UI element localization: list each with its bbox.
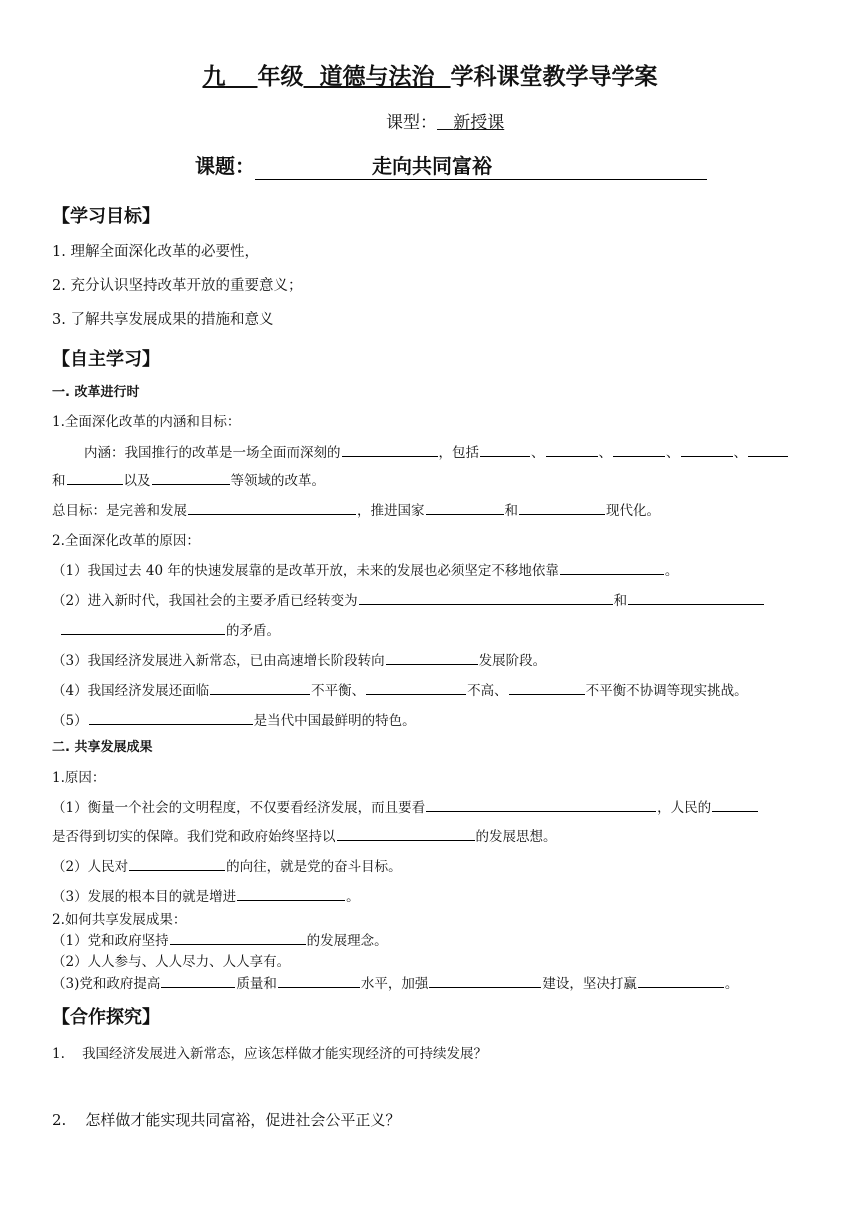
fill-blank <box>61 622 225 635</box>
fill-blank <box>237 888 345 901</box>
coop-question-1: 1. 我国经济发展进入新常态，应该怎样做才能实现经济的可持续发展？ <box>52 1046 488 1062</box>
reason-3: （3）我国经济发展进入新常态，已由高速增长阶段转向 发展阶段。 <box>52 653 547 669</box>
cause-1-cont: 是否得到切实的保障。我们党和政府始终坚持以 的发展思想。 <box>52 829 557 845</box>
part2-q1: 1.原因： <box>52 770 106 786</box>
cause-1: （1）衡量一个社会的文明程度，不仅要看经济发展，而且要看 ，人民的 <box>52 796 759 816</box>
coop-question-2: 2. 怎样做才能实现共同富裕，促进社会公平正义？ <box>52 1111 401 1129</box>
fill-blank <box>613 444 665 457</box>
neihan-line: 内涵：我国推行的改革是一场全面而深刻的 ，包括 、 、 、 、 <box>84 441 789 461</box>
fill-blank <box>429 975 541 988</box>
grade-suffix: 年级 <box>257 64 304 90</box>
fill-blank <box>366 682 466 695</box>
fill-blank <box>509 682 585 695</box>
fill-blank <box>638 975 724 988</box>
fill-blank <box>480 444 530 457</box>
fill-blank <box>386 652 478 665</box>
fill-blank <box>337 828 475 841</box>
grade-blank: 九 <box>202 64 226 90</box>
goal-item: 3. 了解共享发展成果的措施和意义 <box>52 312 274 328</box>
reason-4: （4）我国经济发展还面临 不平衡、 不高、 不平衡不协调等现实挑战。 <box>52 683 748 699</box>
fill-blank <box>628 592 764 605</box>
goal-item: 2. 充分认识坚持改革开放的重要意义； <box>52 278 303 294</box>
section-self-study: 【自主学习】 <box>52 349 160 370</box>
part1-q1: 1.全面深化改革的内涵和目标： <box>52 414 241 430</box>
fill-blank <box>519 502 605 515</box>
reason-5: （5） 是当代中国最鲜明的特色。 <box>52 713 416 729</box>
fill-blank <box>560 562 664 575</box>
lesson-topic: 课题： 走向共同富裕 <box>195 150 707 180</box>
fill-blank <box>426 799 656 812</box>
fill-blank <box>89 712 253 725</box>
fill-blank <box>546 444 598 457</box>
doc-type: 学科课堂教学导学案 <box>450 64 658 90</box>
fill-blank <box>712 799 758 812</box>
section-goals: 【学习目标】 <box>52 206 160 227</box>
goal-line: 总目标：是完善和发展 ，推进国家 和 现代化。 <box>52 503 660 519</box>
measure-2: （2）人人参与、人人尽力、人人享有。 <box>52 954 291 970</box>
goal-item: 1. 理解全面深化改革的必要性， <box>52 244 259 260</box>
fill-blank <box>210 682 310 695</box>
fill-blank <box>681 444 733 457</box>
lesson-type-value: 新授课 <box>453 113 505 133</box>
fill-blank <box>342 444 438 457</box>
lesson-type: 课型： 新授课 <box>386 113 505 133</box>
part2-heading: 二. 共享发展成果 <box>52 740 153 755</box>
fill-blank <box>359 592 613 605</box>
part1-heading: 一. 改革进行时 <box>52 385 140 400</box>
part1-q2: 2.全面深化改革的原因： <box>52 533 200 549</box>
fill-blank <box>278 975 360 988</box>
cause-2: （2）人民对 的向往，就是党的奋斗目标。 <box>52 859 402 875</box>
neihan-line-2: 和 以及 等领域的改革。 <box>52 473 325 489</box>
subject-blank: 道德与法治 <box>319 64 435 90</box>
section-cooperation: 【合作探究】 <box>52 1007 160 1028</box>
fill-blank <box>188 502 356 515</box>
fill-blank <box>426 502 504 515</box>
fill-blank <box>748 444 788 457</box>
page-title <box>0 58 860 91</box>
reason-2: （2）进入新时代，我国社会的主要矛盾已经转变为 和 <box>52 589 765 609</box>
cause-3: （3）发展的根本目的就是增进 。 <box>52 889 360 905</box>
measure-3: （3)党和政府提高 质量和 水平，加强 建设，坚决打赢 。 <box>52 976 739 992</box>
fill-blank <box>129 858 225 871</box>
measure-1: （1）党和政府坚持 的发展理念。 <box>52 933 388 949</box>
fill-blank <box>152 472 230 485</box>
fill-blank <box>161 975 235 988</box>
reason-2-cont: 的矛盾。 <box>60 619 280 639</box>
fill-blank <box>170 932 306 945</box>
fill-blank <box>67 472 123 485</box>
part2-q2: 2.如何共享发展成果： <box>52 912 187 928</box>
reason-1: （1）我国过去 40 年的快速发展靠的是改革开放，未来的发展也必须坚定不移地依靠 。 <box>52 563 679 579</box>
topic-value: 走向共同富裕 <box>255 150 707 180</box>
